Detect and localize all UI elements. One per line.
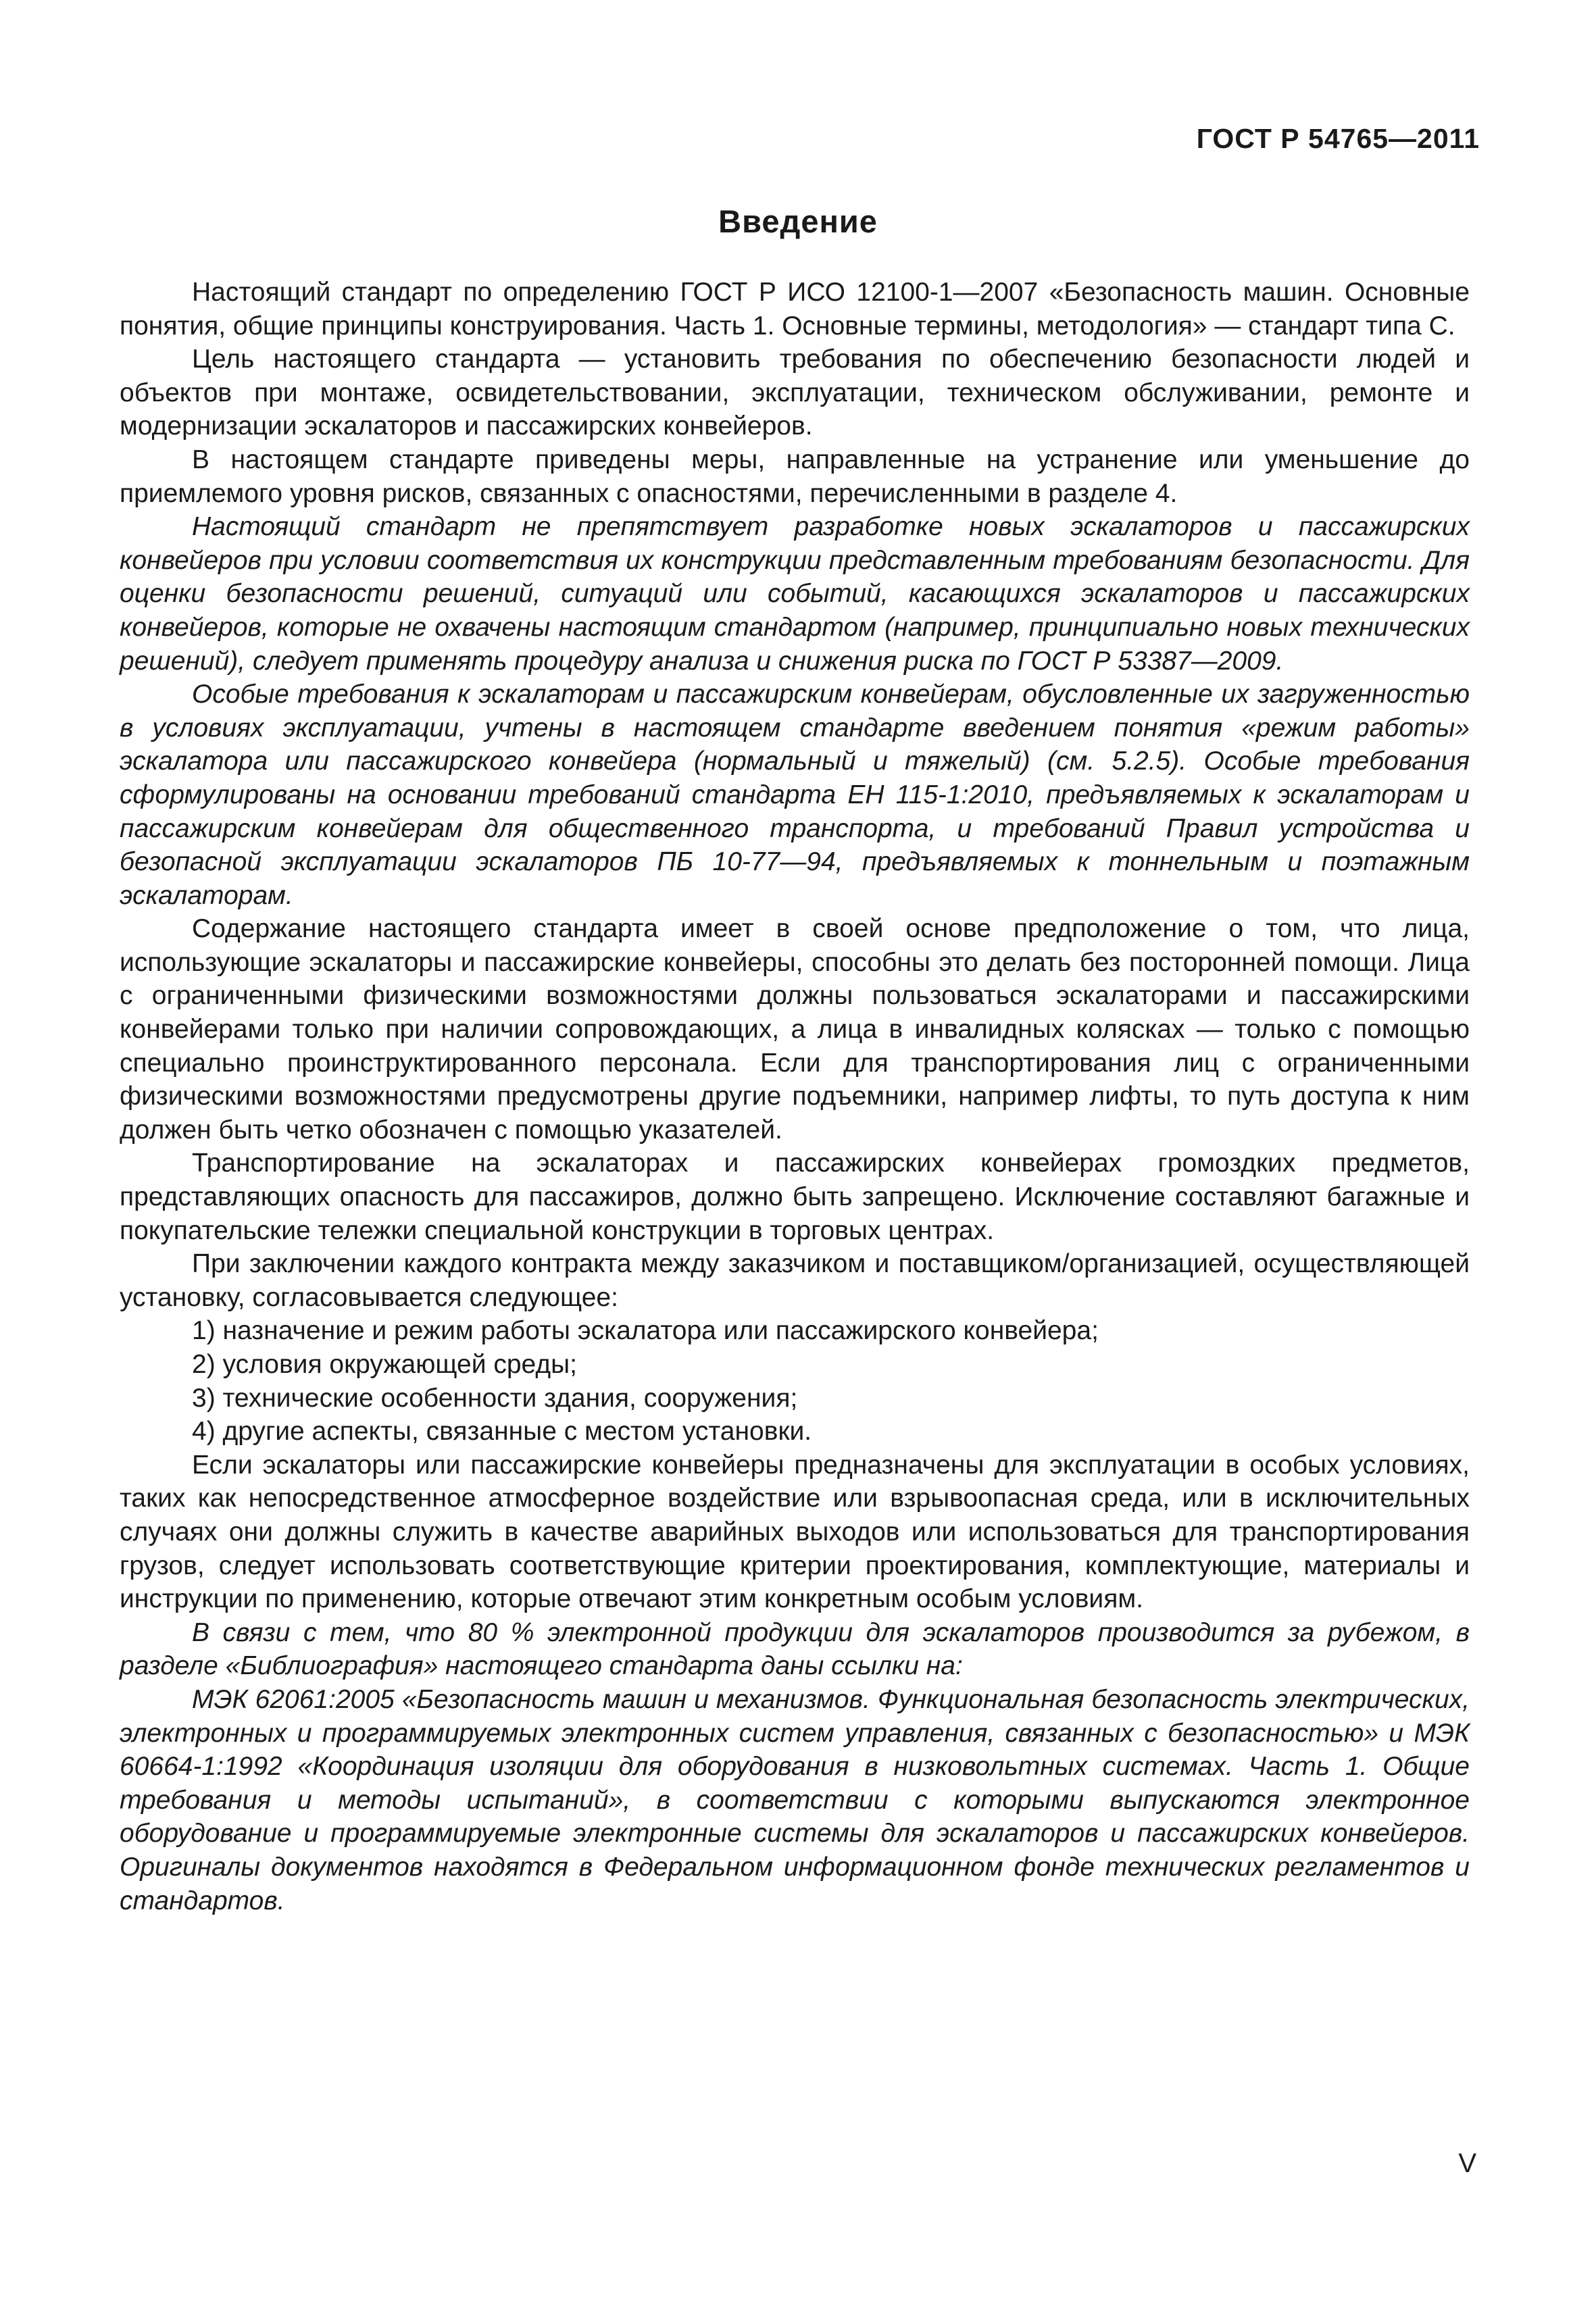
paragraph: При заключении каждого контракта между заказчиком и поставщиком/организацией, осуществляющей установку, согласовывается следующее: bbox=[120, 1249, 1470, 1312]
section-title: Введение bbox=[718, 203, 878, 239]
paragraph-italic: Особые требования к эскалаторам и пассажирским конвейерам, обусловленные их загруженностью в условиях эксплуатации, учтены в настоящем стандарте введением понятия «режим работы» эскалатора или пассажирского конвейера (нормальный и тяжелый) (см. 5.2.5). Особые требования сформулированы на основании требований стандарта ЕН 115-1:2010, предъявляемых к эскалаторам и пассажирским конвейерам для общественного транспорта, и требований Правил устройства и безопасной эксплуатации эскалаторов ПБ 10-77—94, предъявляемых к тоннельным и поэтажным эскалаторам. bbox=[120, 680, 1470, 910]
paragraph: В настоящем стандарте приведены меры, направленные на устранение или уменьшение до приемлемого уровня рисков, связанных с опасностями, перечисленными в разделе 4. bbox=[120, 445, 1470, 508]
list-item: 2) условия окружающей среды; bbox=[192, 1350, 577, 1379]
page-number: V bbox=[1458, 2148, 1476, 2178]
body-text bbox=[120, 276, 1470, 1917]
list-item: 1) назначение и режим работы эскалатора или пассажирского конвейера; bbox=[192, 1316, 1099, 1346]
paragraph-italic: Настоящий стандарт не препятствует разработке новых эскалаторов и пассажирских конвейеров при условии соответствия их конструкции представленным требованиям безопасности. Для оценки безопасности решений, ситуаций или событий, касающихся эскалаторов и пассажирских конвейеров, которые не охвачены настоящим стандартом (например, принципиально новых технических решений), следует применять процедуру анализа и снижения риска по ГОСТ Р 53387—2009. bbox=[120, 512, 1470, 676]
paragraph: Если эскалаторы или пассажирские конвейеры предназначены для эксплуатации в особых условиях, таких как непосредственное атмосферное воздействие или взрывоопасная среда, или в исключительных случаях они должны служить в качестве аварийных выходов или использоваться для транспортирования грузов, следует использовать соответствующие критерии проектирования, комплектующие, материалы и инструкции по применению, которые отвечают этим конкретным особым условиям. bbox=[120, 1450, 1470, 1614]
list-item: 4) другие аспекты, связанные с местом установки. bbox=[192, 1417, 812, 1447]
paragraph: Содержание настоящего стандарта имеет в своей основе предположение о том, что лица, использующие эскалаторы и пассажирские конвейеры, способны это делать без посторонней помощи. Лица с ограниченными физическими возможностями должны пользоваться эскалаторами и пассажирскими конвейерами только при наличии сопровождающих, а лица в инвалидных колясках — только с помощью специально проинструктированного персонала. Если для транспортирования лиц с ограниченными физическими возможностями предусмотрены другие подъемники, например лифты, то путь доступа к ним должен быть четко обозначен с помощью указателей. bbox=[120, 914, 1470, 1145]
paragraph: Цель настоящего стандарта — установить требования по обеспечению безопасности людей и объектов при монтаже, освидетельствовании, эксплуатации, техническом обслуживании, ремонте и модернизации эскалаторов и пассажирских конвейеров. bbox=[120, 345, 1470, 441]
paragraph-italic: В связи с тем, что 80 % электронной продукции для эскалаторов производится за рубежом, в разделе «Библиография» настоящего стандарта даны ссылки на: bbox=[120, 1617, 1470, 1681]
document-code: ГОСТ Р 54765—2011 bbox=[1196, 123, 1480, 154]
list-item: 3) технические особенности здания, сооружения; bbox=[192, 1383, 798, 1413]
paragraph: Транспортирование на эскалаторах и пассажирских конвейерах громоздких предметов, представляющих опасность для пассажиров, должно быть запрещено. Исключение составляют багажные и покупательские тележки специальной конструкции в торговых центрах. bbox=[120, 1149, 1470, 1245]
paragraph: Настоящий стандарт по определению ГОСТ Р ИСО 12100-1—2007 «Безопасность машин. Основные понятия, общие принципы конструирования. Часть 1. Основные термины, методология» — стандарт типа С. bbox=[120, 278, 1470, 341]
paragraph-italic: МЭК 62061:2005 «Безопасность машин и механизмов. Функциональная безопасность электрических, электронных и программируемых электронных систем управления, связанных с безопасностью» и МЭК 60664-1:1992 «Координация изоляции для оборудования в низковольтных системах. Часть 1. Общие требования и методы испытаний», в соответствии с которыми выпускаются электронное оборудование и программируемые электронные системы для эскалаторов и пассажирских конвейеров. Оригиналы документов находятся в Федеральном информационном фонде технических регламентов и стандартов. bbox=[120, 1684, 1470, 1915]
